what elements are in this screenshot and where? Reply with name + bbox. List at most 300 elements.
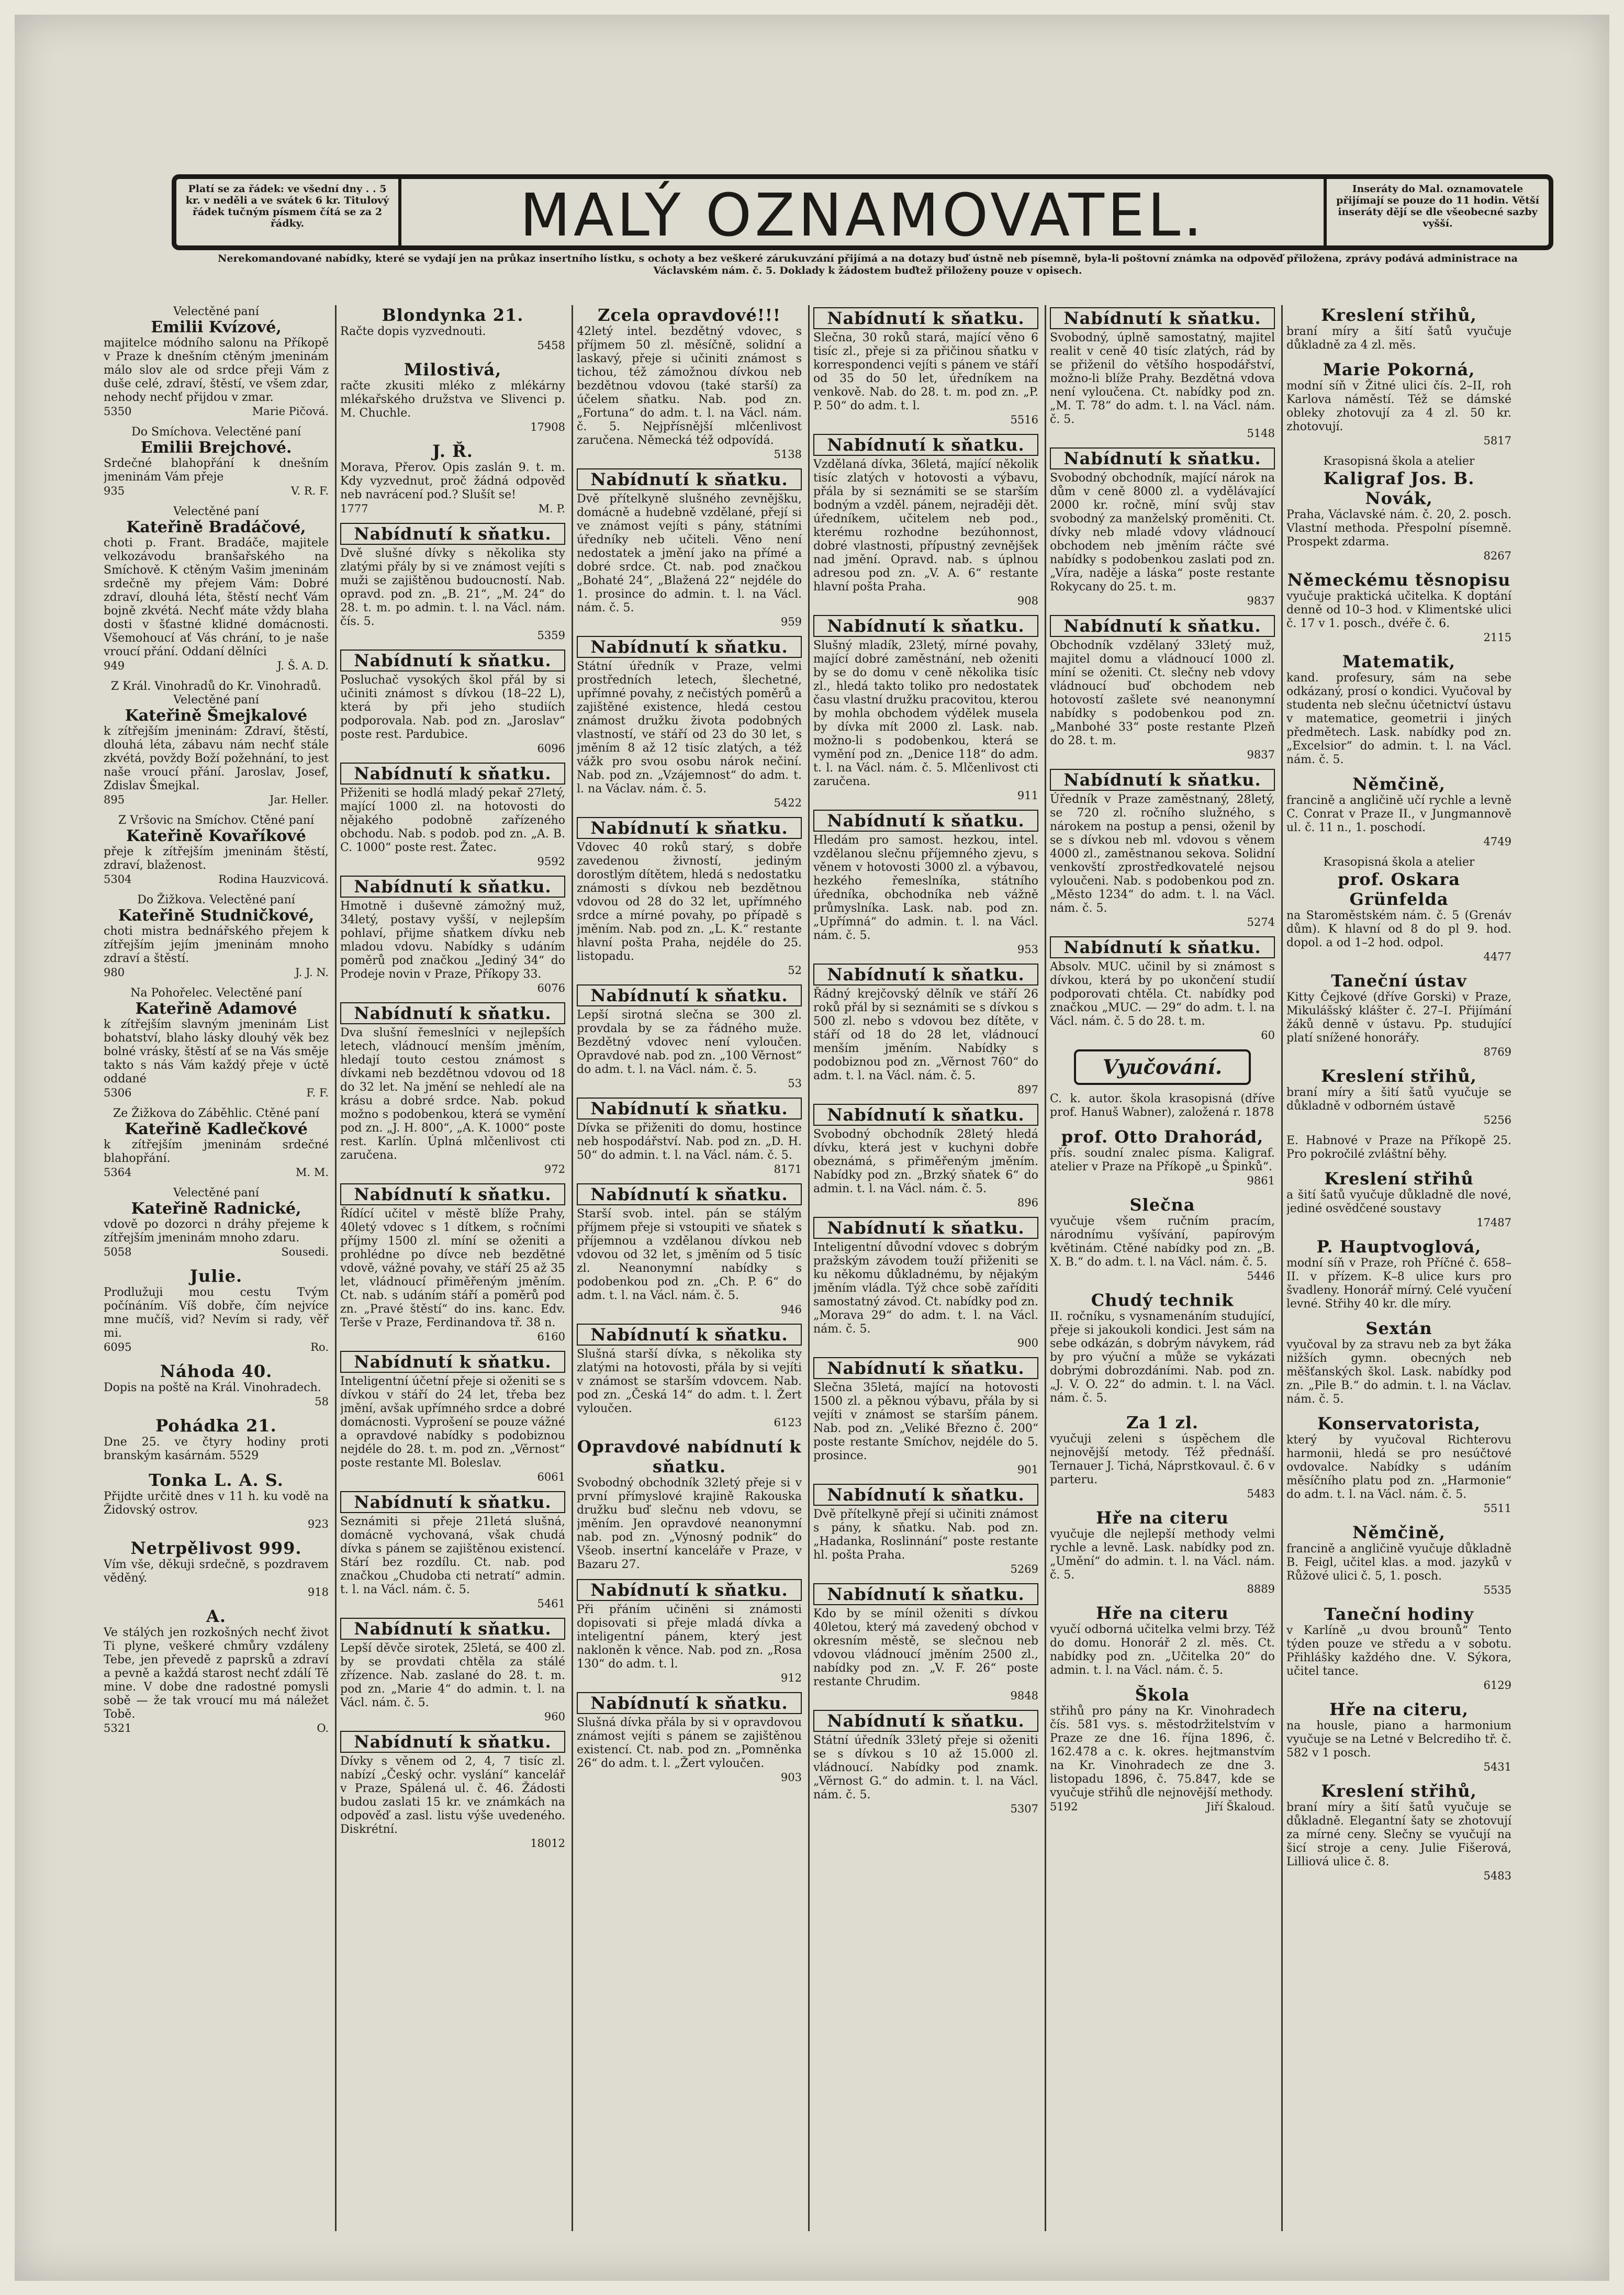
ad-signature <box>813 1562 1038 1576</box>
classified-ad <box>340 876 565 995</box>
ad-number: 5058 <box>104 1246 132 1258</box>
ad-headline: Kaligraf Jos. B. Novák, <box>1323 468 1475 508</box>
ad-headline: Nabídnutí k sňatku. <box>813 615 1038 637</box>
ad-signer: 6160 <box>537 1330 565 1343</box>
classified-ad <box>104 505 329 673</box>
ad-signature <box>340 1470 565 1484</box>
ad-body: na housle, piano a harmonium vyučuje se na Letné v Belcrediho tř. č. 582 v 1 posch. <box>1286 1719 1511 1760</box>
ad-headline: Nabídnutí k sňatku. <box>577 1579 802 1601</box>
ad-signer: 972 <box>544 1163 565 1176</box>
ad-headline: Nabídnutí k sňatku. <box>813 1357 1038 1379</box>
ad-signer: 8171 <box>774 1163 802 1176</box>
classified-ad <box>813 1104 1038 1210</box>
ad-body: Praha, Václavské nám. č. 20, 2. posch. Vlastní methoda. Přespolní písemně. Prospekt zdarma. <box>1286 508 1511 548</box>
ad-body: Hledám pro samost. hezkou, intel. vzdělanou slečnu příjemného zjevu, s věnem v hotovosti 3000 zl. a výbavou, hezkého řemeslníka, státního úředníka, obchodníka neb vážně průmyslníka. Lask. nab. pod zn. „Upřímná“ do admin. t. l. na Václ. nám. č. 5. <box>813 834 1038 942</box>
ad-signer: 5535 <box>1483 1584 1511 1596</box>
ad-salutation: Na Pohořelec. Velectěné paní <box>130 987 302 1000</box>
ad-body: Dívky s věnem od 2, 4, 7 tisíc zl. nabízí „Český ochr. vyslání“ kancelář v Praze, Spálená ul. č. 46. Žádosti budou zaslati 15 kr. ve známkách na odpověď a zasl. listu výše uvedeného. Diskrétní. <box>340 1755 565 1836</box>
ad-signature <box>813 1463 1038 1476</box>
classified-ad <box>340 523 565 642</box>
ad-salutation: Do Smíchova. Velectěné paní <box>131 426 301 439</box>
ad-signature <box>104 1517 329 1531</box>
classified-ad <box>577 1437 802 1572</box>
classified-ad <box>1286 1169 1511 1229</box>
ad-signature <box>813 1802 1038 1816</box>
ad-signer: 4477 <box>1483 950 1511 963</box>
ad-signature <box>577 1671 802 1685</box>
ad-signer: M. P. <box>538 502 565 515</box>
ad-headline: P. Hauptvoglová, <box>1316 1237 1482 1257</box>
ad-signature <box>577 615 802 629</box>
ad-number: 5306 <box>104 1087 132 1099</box>
column-3 <box>577 305 802 2242</box>
classified-ad <box>1050 1092 1275 1119</box>
ad-body: Obchodník vzdělaný 33letý muž, majitel domu a vládnoucí 1000 zl. míní se oženiti. Ct. slečny neb vdovy vládnoucí buď obchodem neb hotovostí zašlete své neanonymní nabídky s podobenkou pod zn. „Manbohé 33“ poste restante Plzeň do 28. t. m. <box>1050 639 1275 747</box>
ad-headline: Matematik, <box>1342 652 1456 671</box>
ad-body: C. k. autor. škola krasopisná (dříve prof. Hanuš Wabner), založená r. 1878 <box>1050 1092 1275 1119</box>
ad-body: II. ročníku, s vysnamenáním studující, přeje si jakoukoli kondici. Jest sám na sebe odkázán, s dobrým návykem, rád by pro výuční a může se vykázati dobrými dobrozdáními. Nab. pod zn. „J. V. O. 22“ do admin. t. l. na Václ. nám. č. 5. <box>1050 1310 1275 1405</box>
ad-body: Dva slušní řemeslníci v nejlepších letech, vládnoucí menším jměním, hledají touto cestou známost s dívkami neb bezdětnou vdovou od 18 do 32 let. Na jmění se nehledí ale na krásu a dobré srdce. Nab. pokud možno s podobenkou, která se vymění pod zn. „J. H. 800“, „A. K. 1000“ poste rest. Karlín. Úplná mlčenlivost cti zaručena. <box>340 1026 565 1162</box>
ad-headline: Nabídnutí k sňatku. <box>340 876 565 898</box>
classified-ad <box>104 893 329 979</box>
ad-signer: V. R. F. <box>291 485 329 497</box>
ad-signer: 5483 <box>1483 1869 1511 1882</box>
ad-signer: M. M. <box>295 1166 329 1179</box>
ad-body: Slušná dívka přála by si v opravdovou známost vejíti s pánem se zajištěnou existencí. Ct. nab. pod zn. „Pomněnka 26“ do adm. t. l. „Žert vyloučen. <box>577 1716 802 1770</box>
ad-body: k zítřejším jmeninám: Zdraví, štěstí, dlouhá léta, zábavu nám nechť stále zkvétá, povždy Boží požehnání, to jest naše vroucí přání. Jaroslav, Josef, Zdislav Šmejkal. <box>104 725 329 792</box>
ad-signature <box>1286 1113 1511 1127</box>
ad-signer: 5274 <box>1247 916 1275 928</box>
ad-headline: Sextán <box>1365 1318 1432 1338</box>
column-5 <box>1050 305 1275 2242</box>
ad-recipient-name: Kateřině Kadlečkové <box>125 1120 308 1138</box>
ad-signer: 17487 <box>1476 1216 1511 1229</box>
ad-signer: O. <box>317 1722 329 1734</box>
ad-signature <box>104 1245 329 1259</box>
ad-signer: 896 <box>1017 1196 1038 1209</box>
ad-body: Inteligentní účetní přeje si oženiti se s dívkou v stáří do 24 let, třeba bez jmění, avšak upřímného srdce a dobré domácnosti. Vyprošení se pouze vážné a opravdové nabídky s podobiznou nejdéle do 28. t. m. pod zn. „Věrnost“ poste restante Ml. Boleslav. <box>340 1375 565 1470</box>
ad-body: Posluchač vysokých škol přál by si učiniti známost s dívkou (18–22 L), která by při jeho studiích podporovala. Nab. pod zn. „Jaroslav“ poste rest. Pardubice. <box>340 674 565 741</box>
ad-headline: Tonka L. A. S. <box>149 1470 284 1490</box>
ad-headline: Kreslení střihů <box>1324 1169 1474 1189</box>
ad-headline: prof. Otto Drahorád, <box>1061 1127 1264 1147</box>
ad-headline: Hře na citeru, <box>1329 1699 1469 1719</box>
classified-ad <box>577 1692 802 1784</box>
classified-ad <box>340 441 565 516</box>
ad-headline: Nabídnutí k sňatku. <box>340 1183 565 1205</box>
ad-headline: Nabídnutí k sňatku. <box>340 650 565 671</box>
classified-ad <box>104 305 329 418</box>
ad-signature <box>1286 434 1511 447</box>
ad-headline: Nabídnutí k sňatku. <box>577 1183 802 1205</box>
ad-body: Slušná starší dívka, s několika sty zlatými na hotovosti, přála by si vejíti v známost se starším vdovcem. Nab. pod zn. „Česká 14“ do adm. t. l. Žert vyloučen. <box>577 1348 802 1415</box>
ad-signer: 959 <box>780 615 802 628</box>
classified-ad <box>813 1583 1038 1703</box>
ad-headline: Za 1 zl. <box>1126 1413 1199 1432</box>
ad-signature <box>1050 1582 1275 1596</box>
ad-headline: Nabídnutí k sňatku. <box>340 1002 565 1024</box>
ad-body: Vdovec 40 roků starý, s dobře zavedenou živností, jediným dorostlým dítětem, hledá s nedostatku známosti s dívkou neb bezdětnou vdovou od 28 do 32 let, upřímného srdce a mírné povahy, po případě s jměním. Nab. pod zn. „L. K.“ restante hlavní pošta Praha, nejdéle do 25. listopadu. <box>577 841 802 963</box>
ad-body: Inteligentní důvodní vdovec s dobrým pražským závodem touží přiženiti se ku někomu důkladnému, by nějakým jměním vládla. Týž chce sobě zaříditi samostatný závod. Ct. nabídky pod zn. „Morava 29“ do adm. t. l. na Václ. nám. č. 5. <box>813 1241 1038 1336</box>
price-notice: Platí se za řádek: ve všední dny . . 5 kr. v neděli a ve svátek 6 kr. Titulový řádek tučným písmem čítá se za 2 řádky. <box>176 179 401 245</box>
ad-headline: Slečna <box>1129 1195 1195 1215</box>
ad-signature <box>340 1710 565 1723</box>
ad-signature <box>340 1837 565 1850</box>
ad-signature <box>1050 594 1275 608</box>
ad-headline: Netrpělivost 999. <box>130 1538 302 1558</box>
ad-number: 5350 <box>104 405 132 418</box>
ad-signature <box>340 981 565 995</box>
ad-signature <box>813 1196 1038 1210</box>
ad-signer: 9837 <box>1247 595 1275 607</box>
ad-signer: Marie Pičová. <box>252 405 329 418</box>
ad-body: kand. profesury, sám na sebe odkázaný, prosí o kondici. Vyučoval by studenta neb slečnu účetnictví ústavu v matematice, geometrii i jiných předmětech. Lask. nabídky pod zn. „Excelsior“ do admin. t. l. na Václ. nám. č. 5. <box>1286 671 1511 766</box>
ad-signer: Sousedi. <box>281 1246 329 1258</box>
ad-signature <box>813 413 1038 427</box>
ad-signer: 918 <box>307 1586 329 1598</box>
classified-ad <box>813 434 1038 608</box>
classified-ad <box>577 636 802 810</box>
ad-signature <box>1050 1028 1275 1042</box>
ad-salutation: Krasopisná škola a atelier <box>1323 856 1475 869</box>
classified-ad <box>1286 1237 1511 1311</box>
classified-ad <box>577 1098 802 1176</box>
classified-ad <box>340 1351 565 1484</box>
classified-ad <box>813 1484 1038 1576</box>
ad-headline: Nabídnutí k sňatku. <box>1050 769 1275 791</box>
ad-signer: Rodina Hauzvicová. <box>218 873 329 886</box>
ad-body: choti p. Frant. Bradáče, majitele velkozávodu branšařského na Smíchově. K ctěným Vašim jmeninám srdečně my přejem Vám: Dobré zdraví, dlouhá léta, štěstí nechť Vám bojně zkvétá. Nechť máte vždy blaha dosti v šťastné klidné domácnosti. Všemohoucí ať Vás chrání, to je naše vroucí přání. Oddaní dělníci <box>104 536 329 658</box>
ad-signature <box>813 1083 1038 1096</box>
ad-signature <box>577 1771 802 1784</box>
ad-signer: 8889 <box>1247 1583 1275 1595</box>
ad-body: Vzdělaná dívka, 36letá, mající několik tisíc zlatých v hotovosti a výbavu, přála by si seznámiti se se starším bodným a vzděl. pánem, nejraději dět. úředníkem, učitelem neb pod., kterému rozhodne bezúhonnost, dobré vlastnosti, přípustný zevnějšek nad jmění. Opravd. nab. s úplnou adresou pod zn. „V. A. 6“ restante hlavní pošta Praha. <box>813 458 1038 594</box>
classified-ad <box>1286 360 1511 447</box>
ad-signer: 8267 <box>1483 550 1511 562</box>
ad-body: střihů pro pány na Kr. Vinohradech čís. 581 vys. s. městodržitelstvím v Praze ze dne 16. října 1896, č. 162.478 a c. k. okres. hejtmanstvím na Kr. Vinohradech ze dne 3. listopadu 1896, č. 75.847, kde se vyučuje střihů dle nejnovější methody. <box>1050 1705 1275 1799</box>
ad-body: Dne 25. ve čtyry hodiny proti branským kasárnám. 5529 <box>104 1436 329 1462</box>
ad-headline: Nabídnutí k sňatku. <box>813 307 1038 329</box>
ad-body: Při přáním učiněni si známosti dopisovati si přeje mladá dívka a inteligentní pánem, který jest nakloněn k věnce. Nab. pod zn. „Rosa 130“ do adm. t. l. <box>577 1603 802 1671</box>
classified-ad <box>1050 1413 1275 1501</box>
ad-signature <box>1286 1678 1511 1692</box>
ad-number: 895 <box>104 793 125 806</box>
ad-headline: Nabídnutí k sňatku. <box>340 523 565 545</box>
ad-signer: 908 <box>1017 595 1038 607</box>
ad-number: 5364 <box>104 1166 132 1179</box>
classified-ad <box>1286 570 1511 644</box>
ad-signer: 912 <box>780 1672 802 1684</box>
ad-signer: 6129 <box>1483 1679 1511 1692</box>
ad-signature <box>1050 915 1275 929</box>
ad-signature <box>577 1162 802 1176</box>
ad-body: Svobodný obchodník 32letý přeje si v první přímyslové krajině Rakouska družku buď slečnu neb vdovu, se jměním. Jen opravdové neanonymní nab. pod zn. „Výnosný podnik“ do Všeob. insertní kanceláře v Praze, v Bazaru 27. <box>577 1476 802 1571</box>
newspaper-page <box>15 15 1609 2281</box>
ad-recipient-name: Emilii Kvízové, <box>151 318 282 337</box>
classified-ad <box>1286 774 1511 848</box>
ad-headline: Taneční ústav <box>1331 971 1467 991</box>
ad-signer: 5359 <box>537 629 565 642</box>
ad-body: braní míry a šití šatů vyučuje se důkladně v odborném ústavě <box>1286 1086 1511 1113</box>
ad-body: Slušný mladík, 23letý, mírné povahy, mající dobré zaměstnání, neb oženiti by se do domu v ceně několika tisíc zl., hledá takto toliko pro nedostatek času vlastní družku pracovitou, kterou by mohla obchodem výdělek musela by dívka mít 2000 zl. Lask. nab. možno-li s podobenkou, která se vymění pod zn. „Denice 118“ do adm. t. l. na Václ. nám. č. 5. Mlčenlivost cti zaručena. <box>813 639 1038 788</box>
ad-signature <box>1050 1487 1275 1501</box>
ad-headline: Nabídnutí k sňatku. <box>340 1491 565 1513</box>
ad-body: E. Habnové v Praze na Příkopě 25. Pro pokročilé zvláštní běhy. <box>1286 1134 1511 1161</box>
ad-signature <box>1286 549 1511 563</box>
classified-ad <box>1286 971 1511 1059</box>
classified-ad <box>104 1470 329 1531</box>
ad-salutation: Velectěné paní <box>173 305 259 318</box>
classified-ad <box>340 1491 565 1610</box>
classified-ad <box>1286 652 1511 767</box>
masthead <box>172 174 1553 250</box>
classified-ad <box>577 984 802 1090</box>
ad-body: vdově po dozorci n dráhy přejeme k zítřejším jmeninám mnoho zdaru. <box>104 1218 329 1245</box>
classified-ad <box>340 360 565 434</box>
ad-signature <box>340 742 565 755</box>
ad-signer: 900 <box>1017 1337 1038 1349</box>
ad-recipient-name: Kateřině Bradáčové, <box>126 518 306 536</box>
ad-body: Řádný krejčovský dělník ve stáří 26 roků přál by si seznámiti se s dívkou s 500 zl. nebo s vdovou bez dítěte, v stáří od 18 do 28 let, vládnoucí menším jměním. Nabídky s podobiznou pod zn. „Věrnost 760“ do adm. t. l. na Václ. nám. č. 5. <box>813 988 1038 1082</box>
ad-recipient-name: Emilii Brejchové. <box>140 439 292 457</box>
classified-ad <box>104 1538 329 1599</box>
ad-headline: Nabídnutí k sňatku. <box>340 1351 565 1373</box>
classified-ad <box>104 426 329 498</box>
ad-signature <box>104 1166 329 1179</box>
ad-headline: Nabídnutí k sňatku. <box>813 434 1038 456</box>
ad-number: 5304 <box>104 873 132 886</box>
ad-headline: Nabídnutí k sňatku. <box>340 1618 565 1640</box>
ad-headline: Nabídnutí k sňatku. <box>813 1583 1038 1605</box>
ad-signer: 897 <box>1017 1083 1038 1096</box>
ad-number: 5321 <box>104 1722 132 1734</box>
ad-signature <box>104 1585 329 1599</box>
ad-signer: Ro. <box>310 1341 329 1353</box>
ad-body: vyučuje praktická učitelka. K doptání denně od 10–3 hod. v Klimentské ulici č. 17 v 1. posch., dvéře č. 6. <box>1286 590 1511 630</box>
ad-body: Kdo by se mínil oženiti s dívkou 40letou, který má zavedený obchod v okresním městě, se slečnou neb vdovou vládnoucí jměním 2500 zl., nabídky pod zn. „V. F. 26“ poste restante Chrudim. <box>813 1607 1038 1688</box>
classified-ad <box>577 1579 802 1685</box>
ad-signature <box>813 594 1038 608</box>
classified-ad <box>1050 769 1275 929</box>
classified-ad <box>104 1266 329 1354</box>
classified-ad <box>340 763 565 868</box>
ad-body: Přijdte určitě dnes v 11 h. ku vodě na Židovský ostrov. <box>104 1490 329 1517</box>
column-2 <box>340 305 565 2242</box>
ad-headline: prof. Oskara Grünfelda <box>1338 869 1460 909</box>
ad-body: Vím vše, děkuji srdečně, s pozdravem věděný. <box>104 1558 329 1585</box>
ad-body: Svobodný obchodník, mající nárok na dům v ceně 8000 zl. a vydělávající 2000 kr. ročně, míní svůj stav svobodný za manželský proměniti. Ct. dívky neb mladé vdovy vládnoucí obchodem neb jměním ráčte své nabídky s podobenkou zaslati pod zn. „Víra, naděje a láska“ poste restante Rokycany do 25. t. m. <box>1050 472 1275 594</box>
classified-ad <box>813 1217 1038 1350</box>
ad-headline: Nabídnutí k sňatku. <box>1050 447 1275 469</box>
classified-ad <box>340 1183 565 1344</box>
ad-headline: Nabídnutí k sňatku. <box>577 1692 802 1714</box>
ad-headline: Nabídnutí k sňatku. <box>813 810 1038 832</box>
ad-body: Starší svob. intel. pán se stálým příjmem přeje si vstoupiti ve sňatek s příjemnou a vzdělanou dívkou neb vdovou od 32 let, s jměním od 5 tisíc zl. Neanonymní nabídky s podobenkou pod zn. „Ch. P. 6“ do adm. t. l. na Václ. nám. č. 5. <box>577 1207 802 1302</box>
section-heading: Vyučování. <box>1074 1049 1251 1085</box>
ad-body: k zítřejším slavným jmeninám List bohatství, blaho lásky dlouhý věk bez bolné vrásky, štěstí ať se na Vás směje takto s nás Vám každý přeje v úctě oddané <box>104 1018 329 1085</box>
ad-headline: Nabídnutí k sňatku. <box>577 1098 802 1119</box>
ad-body: Račte dopis vyzvednouti. <box>340 325 486 338</box>
column-divider <box>1281 305 1283 2231</box>
masthead-subline: Nerekomandované nabídky, které se vydají jen na průkaz insertního lístku, s ochoty a bez veškeré zárukuvzání přijímá a na dotazy buď ústně neb písemně, byla-li poštovní známka na odpověď přiložena, zprávy podává administrace na Václavském nám. č. 5. Doklady k žádostem buďtež přiloženy pouze v opisech. <box>218 253 1518 276</box>
classified-ad <box>577 1183 802 1316</box>
ad-recipient-name: Kateřině Radnické, <box>131 1200 301 1218</box>
ad-body: Dívka se přiženiti do domu, hostince neb hospodářství. Nab. pod zn. „D. H. 50“ do admin. t. l. na Václ. nám. č. 5. <box>577 1122 802 1162</box>
classified-ad <box>1050 307 1275 440</box>
ad-signature <box>1286 1760 1511 1774</box>
ad-signer: 901 <box>1017 1463 1038 1476</box>
ad-salutation: Krasopisná škola a atelier <box>1323 455 1475 468</box>
classified-ad <box>577 468 802 629</box>
classified-ad <box>1286 1522 1511 1597</box>
column-4 <box>813 305 1038 2242</box>
ad-signer: 5516 <box>1010 413 1038 426</box>
ad-headline: Hře na citeru <box>1096 1508 1229 1528</box>
ad-headline: Kreslení střihů, <box>1321 305 1477 325</box>
classified-ad <box>813 964 1038 1096</box>
classified-ad <box>1286 1781 1511 1883</box>
ad-signer: 58 <box>315 1395 329 1408</box>
ad-body: Prodlužuji mou cestu Tvým počínáním. Víš dobře, čím nejvíce mne mučíš, vid? Nevím si rady, věř mi. <box>104 1286 329 1340</box>
ad-body: na Staroměstském nám. č. 5 (Grenáv dům). K hlavní od 8 do pl 9. hod. dopol. a od 1–2 hod. odpol. <box>1286 909 1511 949</box>
classified-ad <box>104 1107 329 1179</box>
ad-signature <box>104 1721 329 1735</box>
classified-ad <box>1286 1699 1511 1774</box>
ad-headline: Nabídnutí k sňatku. <box>813 1217 1038 1239</box>
classified-ad <box>1286 1604 1511 1692</box>
ad-signer: 5483 <box>1247 1487 1275 1500</box>
ad-number: 949 <box>104 659 125 672</box>
ad-signer: 5422 <box>774 797 802 809</box>
ad-body: choti mistra bednářského přejem k zítřejším jejím jmeninám mnoho zdraví a štěstí. <box>104 925 329 965</box>
classified-ad <box>1050 1195 1275 1283</box>
ad-headline: Nabídnutí k sňatku. <box>813 1484 1038 1506</box>
ad-body: přeje k zítřejším jmeninám štěstí, zdraví, blaženost. <box>104 845 329 872</box>
ad-signer: 2115 <box>1483 631 1511 644</box>
column-divider <box>572 305 573 2231</box>
ad-headline: Náhoda 40. <box>160 1361 273 1381</box>
ad-signature <box>1286 950 1511 964</box>
ad-body: Dopis na poště na Král. Vinohradech. <box>104 1381 321 1394</box>
ad-headline: Kreslení střihů, <box>1321 1066 1477 1086</box>
classified-ad <box>1050 1049 1275 1085</box>
classified-ad <box>1286 856 1511 964</box>
classified-ad <box>1286 1318 1511 1406</box>
classified-ad <box>1050 1127 1275 1188</box>
ad-body: Řídící učitel v městě blíže Prahy, 40letý vdovec s 1 dítkem, s ročními příjmy 1500 zl. míní se oženiti a prohlédne po dívce neb bezdětné vdově, vážné povahy, ve stáří 25 až 35 let, vládnoucí přiměřeným jměním. Ct. nab. s udáním stáří a poměrů pod zn. „Pravé štěstí“ do ins. kanc. Edv. Terše v Praze, Ferdinandova tř. 38 n. <box>340 1207 565 1329</box>
column-divider <box>808 305 810 2231</box>
ad-signature <box>1286 1045 1511 1059</box>
ad-body: k zítřejším jmeninám srdečné blahopřání. <box>104 1138 329 1165</box>
deadline-notice: Inseráty do Mal. oznamovatele přijímají se pouze do 11 hodin. Větší inseráty dějí se dle všeobecné sazby vyšší. <box>1324 179 1549 245</box>
ad-signature <box>577 964 802 977</box>
ad-salutation: Do Žižkova. Velectěné paní <box>137 893 295 906</box>
classified-ad <box>1050 1290 1275 1405</box>
ad-salutation: Velectěné paní <box>173 505 259 518</box>
ad-headline: Nabídnutí k sňatku. <box>813 1104 1038 1126</box>
ad-signer: 5269 <box>1010 1563 1038 1575</box>
page-title: MALÝ OZNAMOVATEL. <box>520 182 1205 250</box>
ad-signature <box>1050 748 1275 762</box>
ad-recipient-name: Kateřině Šmejkalové <box>125 707 308 725</box>
ad-signature <box>104 1395 329 1408</box>
ad-headline: Nabídnutí k sňatku. <box>577 984 802 1006</box>
classified-ad <box>340 305 565 352</box>
ad-signature <box>104 484 329 498</box>
ad-headline: Pohádka 21. <box>155 1416 277 1436</box>
classified-ad <box>1050 1508 1275 1596</box>
ad-body: Úředník v Praze zaměstnaný, 28letý, se 720 zl. ročního služného, s nárokem na postup a pensi, oženil by se s dívkou neb ml. vdovou s věnem 4000 zl., zaměstnanou sekova. Solidní venkovští zprostředkovatelé nejsou vyloučeni. Nab. s podobenkou pod zn. „Město 1234“ do adm. t. l. na Václ. nám. č. 5. <box>1050 793 1275 915</box>
ad-body: přís. soudní znalec písma. Kaligraf. atelier v Praze na Příkopě „u Špinků“. <box>1050 1147 1275 1173</box>
ad-number: 980 <box>104 966 125 979</box>
ad-headline: Němčině, <box>1352 1522 1446 1542</box>
ad-body: Dvě slušné dívky s několika sty zlatými přály by si ve známost vejíti s muži se zajištěnou budoucností. Nab. opravd. pod zn. „B. 21“, „M. 24“ do 28. t. m. po admin. t. l. na Václ. nám. čís. 5. <box>340 547 565 628</box>
classified-ad <box>813 615 1038 802</box>
ad-signer: 53 <box>788 1077 802 1090</box>
ad-headline: Chudý technik <box>1091 1290 1234 1310</box>
ad-signature <box>577 1303 802 1316</box>
ad-headline: Hře na citeru <box>1096 1603 1229 1623</box>
classified-ad <box>104 987 329 1100</box>
ad-headline: Nabídnutí k sňatku. <box>813 1710 1038 1732</box>
ad-headline: Nabídnutí k sňatku. <box>577 468 802 490</box>
ad-body: francině a angličině vyučuje důkladně B. Feigl, učitel klas. a mod. jazyků v Růžové ulici č. 5, 1. posch. <box>1286 1542 1511 1583</box>
ad-signature <box>1050 1269 1275 1283</box>
ad-body: vyučuji zeleni s úspěchem dle nejnovější metody. Též přednáší. Ternauer J. Tichá, Náprstkovaul. č. 6 v parteru. <box>1050 1432 1275 1486</box>
ad-body: Svobodný obchodník 28letý hledá dívku, která jest v kuchyni dobře obeznámá, s přiměřeným jměním. Nabídky pod zn. „Brzký sňatek 6“ do admin. t. l. na Václ. nám. č. 5. <box>813 1128 1038 1195</box>
classified-ad <box>340 1618 565 1723</box>
ad-body: braní míry a šití šatů vyučuje se důkladně. Elegantní šaty se zhotovují za mírné ceny. Slečny se vyučují na šicí stroje a ceny. Julie Fišerová, Lilliová ulice č. 8. <box>1286 1801 1511 1868</box>
ad-body: Srdečné blahopřání k dnešním jmeninám Vám přeje <box>104 457 329 484</box>
ad-headline: A. <box>206 1606 226 1626</box>
ad-recipient-name: Kateřině Adamové <box>135 1000 297 1018</box>
classified-ad <box>1286 1414 1511 1515</box>
ad-signer: 9848 <box>1010 1689 1038 1702</box>
classified-ad <box>1050 1603 1275 1677</box>
ad-signer: 4749 <box>1483 835 1511 848</box>
ad-signature <box>1286 1869 1511 1883</box>
ad-signature <box>1050 1174 1275 1188</box>
ad-body: Lepší sirotná slečna se 300 zl. provdala by se za řádného muže. Bezdětný vdovec není vyloučen. Opravdové nab. pod zn. „100 Věrnost“ do adm. t. l. na Václ. nám. č. 5. <box>577 1009 802 1076</box>
ad-signer: Jar. Heller. <box>269 793 329 806</box>
ad-signature <box>340 1597 565 1610</box>
ad-signer: 5511 <box>1483 1502 1511 1515</box>
ad-body: Přiženiti se hodlá mladý pekař 27letý, mající 1000 zl. na hotovosti do nějakého podobně zařízeného obchodu. Nab. s podob. pod zn. „A. B. C. 1000“ poste rest. Žatec. <box>340 787 565 854</box>
ad-signature <box>577 447 802 461</box>
classified-ad <box>104 814 329 886</box>
ad-body: Morava, Přerov. Opis zaslán 9. t. m. Kdy vyzvednut, proč žádná odpověď neb navrácení pod.? Slušít se! <box>340 461 565 501</box>
ad-signature <box>1286 1216 1511 1229</box>
ad-signer: 5461 <box>537 1597 565 1610</box>
ad-signer: 903 <box>780 1771 802 1784</box>
ad-body: vyučuje dle nejlepší methody velmi rychle a levně. Lask. nabídky pod zn. „Umění“ do admin. t. l. na Václ. nám. č. 5. <box>1050 1528 1275 1582</box>
ad-recipient-name: Kateřině Studničkové, <box>118 906 315 925</box>
ad-body: Dvě přítelkyně slušného zevnějšku, domácně a hudebně vzdělané, přejí si ve známost vejíti s pány, státními úředníky neb učiteli. Věno není nedostatek a jmění jako na přímé a dobré srdce. Ct. nab. pod značkou „Bohaté 24“, „Blažená 22“ nejdéle do 1. prosince do admin. t. l. na Václ. nám. č. 5. <box>577 492 802 614</box>
ad-headline: Němčině, <box>1352 774 1446 794</box>
column-1 <box>104 305 329 2242</box>
ad-signature <box>340 339 565 352</box>
ad-signer: 923 <box>307 1518 329 1530</box>
ad-signature <box>104 793 329 807</box>
classified-ad <box>813 1357 1038 1476</box>
ad-number: 1777 <box>340 502 368 515</box>
ad-signer: J. J. N. <box>295 966 329 979</box>
ad-signature <box>577 1416 802 1429</box>
ad-headline: Blondynka 21. <box>382 305 524 325</box>
ad-signer: 5148 <box>1247 427 1275 440</box>
ad-body: Státní úředník 33letý přeje si oženiti se s dívkou s 10 až 15.000 zl. vládnoucí. Nabídky pod znamk. „Věrnost G.“ do admin. t. l. na Václ. nám. č. 5. <box>813 1734 1038 1801</box>
ad-body: Kitty Čejkové (dříve Gorski) v Praze, Mikulášský klášter č. 27–I. Přijímání žáků denně v ústavu. Pp. studující platí snížené honorářy. <box>1286 991 1511 1045</box>
